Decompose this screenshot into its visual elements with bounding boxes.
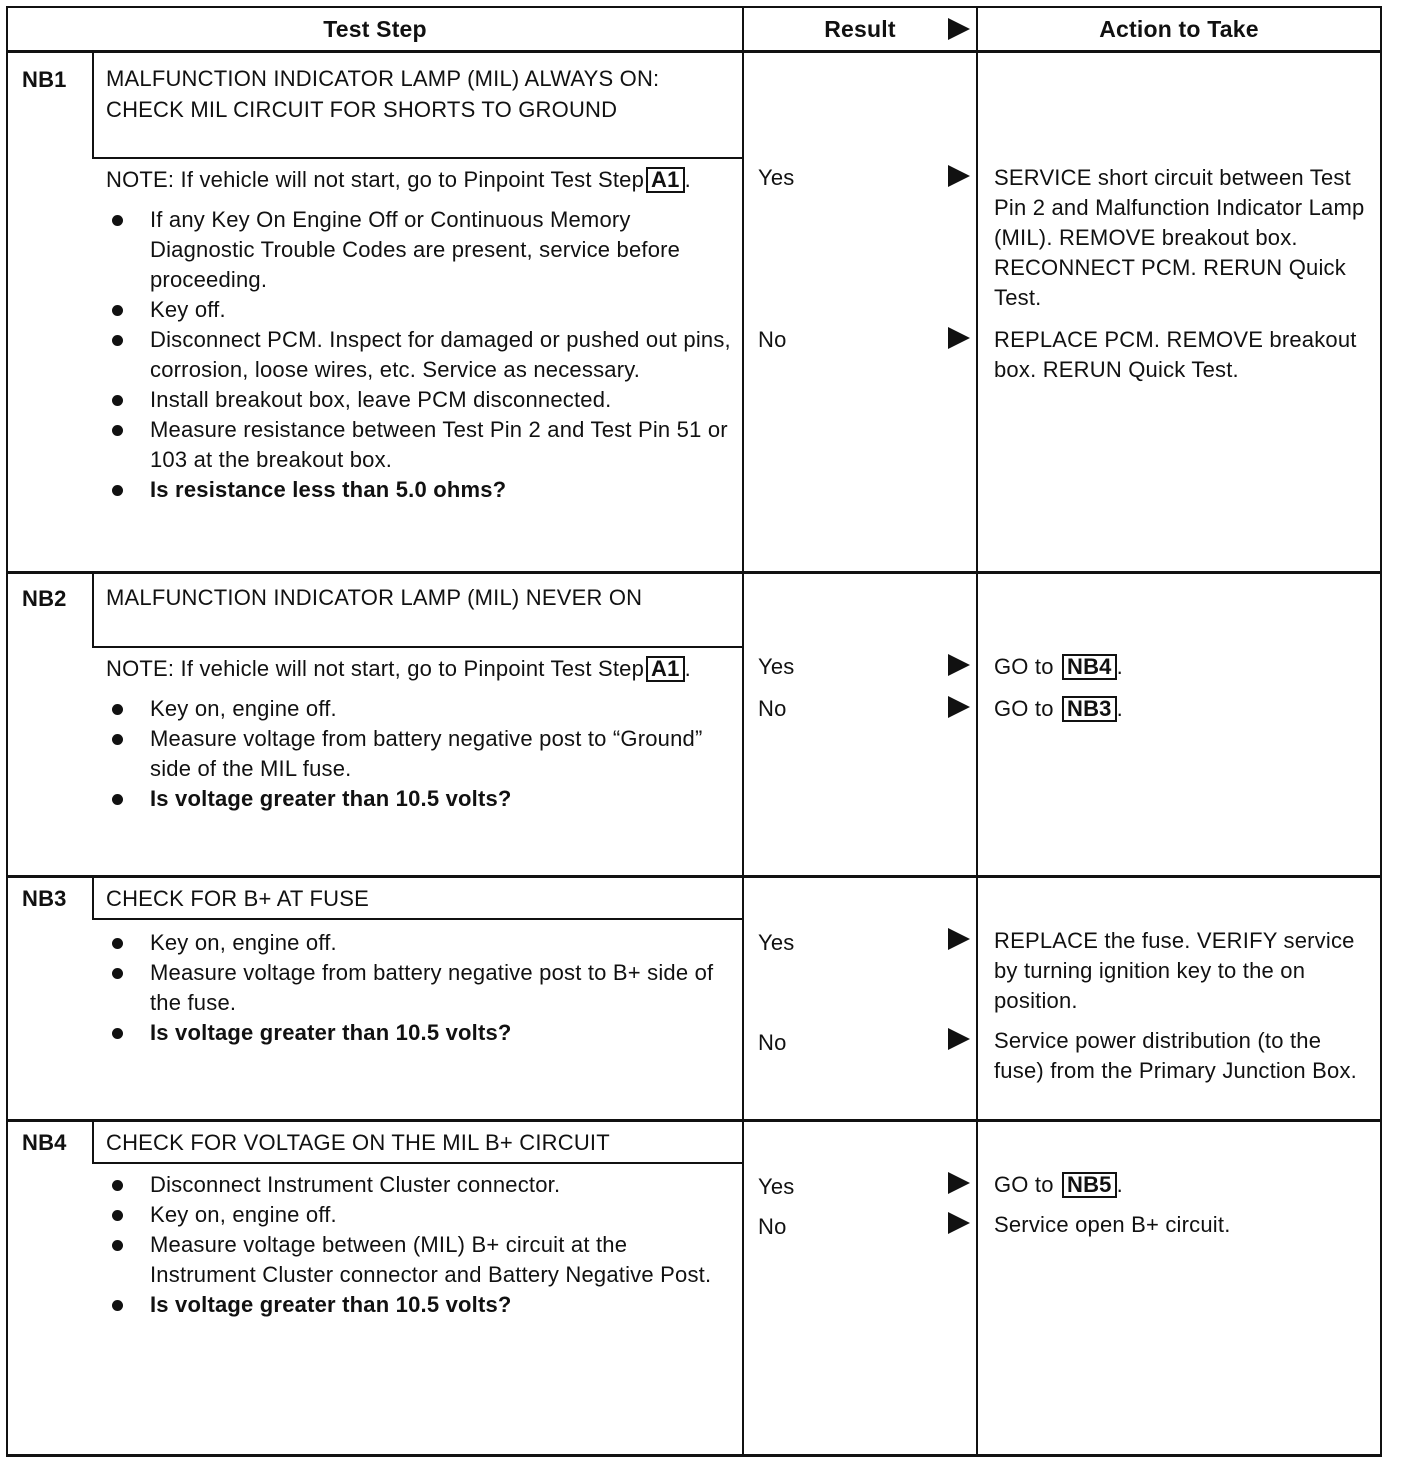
bullet-item: Measure voltage from battery negative post to B+ side of the fuse.	[106, 958, 734, 1018]
pinpoint-test-table	[6, 6, 1382, 1457]
bullet-item: Measure resistance between Test Pin 2 and Test Pin 51 or 103 at the breakout box.	[106, 415, 734, 475]
arrow-icon	[948, 1172, 970, 1194]
step-body	[106, 654, 734, 814]
step-body	[106, 1170, 734, 1320]
arrow-icon	[948, 1212, 970, 1234]
action-no: Service power distribution (to the fuse) from the Primary Junction Box.	[994, 1028, 1357, 1083]
step-id: NB4	[22, 1130, 67, 1155]
arrow-icon	[948, 327, 970, 349]
bullet-item: Key on, engine off.	[106, 694, 734, 724]
step-bullets	[106, 694, 734, 814]
step-bullets	[106, 928, 734, 1048]
step-question: Is resistance less than 5.0 ohms?	[106, 475, 734, 505]
result-no: No	[758, 327, 787, 352]
action-no: GO to NB3 .	[994, 696, 1123, 721]
header-test-step: Test Step	[8, 8, 744, 50]
test-row-nb2	[6, 574, 1382, 878]
bullet-item: If any Key On Engine Off or Continuous Memory Diagnostic Trouble Codes are present, service before proceeding.	[106, 205, 734, 295]
step-id: NB2	[22, 586, 67, 611]
header-arrow-icon	[948, 18, 970, 40]
test-row-nb1	[6, 53, 1382, 574]
step-ref-nb3[interactable]: NB3	[1062, 696, 1117, 722]
step-bullets	[106, 205, 734, 505]
bullet-item: Install breakout box, leave PCM disconnected.	[106, 385, 734, 415]
action-yes: GO to NB4 .	[994, 654, 1123, 679]
step-ref-nb4[interactable]: NB4	[1062, 654, 1117, 680]
step-body	[106, 165, 734, 505]
test-row-nb4	[6, 1122, 1382, 1457]
step-title: MALFUNCTION INDICATOR LAMP (MIL) ALWAYS ON: CHECK MIL CIRCUIT FOR SHORTS TO GROUND	[106, 66, 660, 122]
header-result: Result	[744, 8, 978, 50]
result-yes: Yes	[758, 654, 795, 679]
result-yes: Yes	[758, 165, 795, 190]
step-note: NOTE: If vehicle will not start, go to Pinpoint Test Step A1 .	[106, 167, 691, 192]
arrow-icon	[948, 165, 970, 187]
step-question: Is voltage greater than 10.5 volts?	[106, 1290, 734, 1320]
step-bullets	[106, 1170, 734, 1320]
step-title: CHECK FOR VOLTAGE ON THE MIL B+ CIRCUIT	[106, 1130, 610, 1155]
result-yes: Yes	[758, 1174, 795, 1199]
arrow-icon	[948, 696, 970, 718]
bullet-item: Measure voltage between (MIL) B+ circuit at the Instrument Cluster connector and Battery Negative Post.	[106, 1230, 734, 1290]
result-no: No	[758, 1030, 787, 1055]
arrow-icon	[948, 1028, 970, 1050]
step-note: NOTE: If vehicle will not start, go to Pinpoint Test Step A1 .	[106, 656, 691, 681]
bullet-item: Key on, engine off.	[106, 928, 734, 958]
action-prefix: GO to	[994, 1172, 1060, 1197]
note-text: If vehicle will not start, go to Pinpoint Test Step	[174, 167, 645, 192]
bullet-item: Measure voltage from battery negative post to “Ground” side of the MIL fuse.	[106, 724, 734, 784]
step-id: NB1	[22, 67, 67, 92]
arrow-icon	[948, 928, 970, 950]
action-yes: GO to NB5 .	[994, 1172, 1123, 1197]
result-yes: Yes	[758, 930, 795, 955]
step-id: NB3	[22, 886, 67, 911]
bullet-item: Key on, engine off.	[106, 1200, 734, 1230]
action-yes: SERVICE short circuit between Test Pin 2 and Malfunction Indicator Lamp (MIL). REMOVE breakout box. RECONNECT PCM. RERUN Quick Test.	[994, 165, 1365, 310]
action-no: Service open B+ circuit.	[994, 1212, 1231, 1237]
note-prefix: NOTE:	[106, 656, 175, 681]
note-text: If vehicle will not start, go to Pinpoint Test Step	[174, 656, 645, 681]
step-title: MALFUNCTION INDICATOR LAMP (MIL) NEVER ON	[106, 585, 643, 610]
step-ref-a1[interactable]: A1	[646, 656, 685, 682]
step-title: CHECK FOR B+ AT FUSE	[106, 886, 369, 911]
bullet-item: Key off.	[106, 295, 734, 325]
bullet-item: Disconnect Instrument Cluster connector.	[106, 1170, 734, 1200]
arrow-icon	[948, 654, 970, 676]
action-prefix: GO to	[994, 696, 1060, 721]
header-action: Action to Take	[1099, 15, 1259, 42]
action-no: REPLACE PCM. REMOVE breakout box. RERUN Quick Test.	[994, 327, 1357, 382]
step-body	[106, 928, 734, 1048]
action-yes: REPLACE the fuse. VERIFY service by turning ignition key to the on position.	[994, 928, 1355, 1013]
step-question: Is voltage greater than 10.5 volts?	[106, 1018, 734, 1048]
step-question: Is voltage greater than 10.5 volts?	[106, 784, 734, 814]
test-row-nb3	[6, 878, 1382, 1122]
result-no: No	[758, 696, 787, 721]
bullet-item: Disconnect PCM. Inspect for damaged or pushed out pins, corrosion, loose wires, etc. Service as necessary.	[106, 325, 734, 385]
step-ref-nb5[interactable]: NB5	[1062, 1172, 1117, 1198]
table-header	[6, 6, 1382, 53]
result-no: No	[758, 1214, 787, 1239]
step-ref-a1[interactable]: A1	[646, 167, 685, 193]
note-prefix: NOTE:	[106, 167, 175, 192]
action-prefix: GO to	[994, 654, 1060, 679]
